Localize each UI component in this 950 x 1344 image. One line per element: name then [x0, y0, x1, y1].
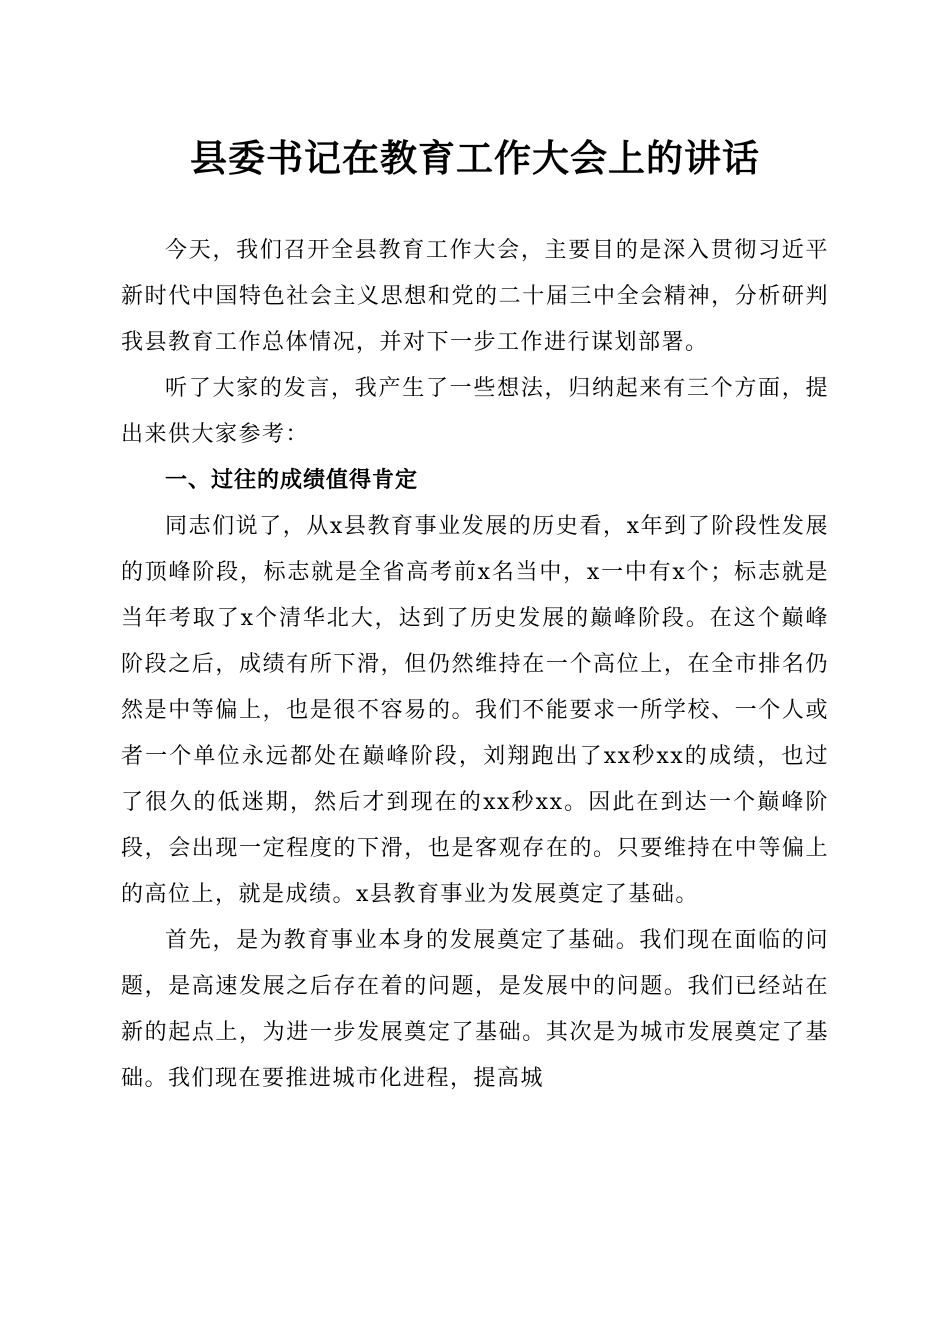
body-paragraph: 今天，我们召开全县教育工作大会，主要目的是深入贯彻习近平新时代中国特色社会主义思想和党的二十届三中全会精神，分析研判我县教育工作总体情况，并对下一步工作进行谋划部署。 — [121, 238, 829, 355]
section-heading: 一、过往的成绩值得肯定 — [165, 468, 419, 493]
document-title: 县委书记在教育工作大会上的讲话 — [190, 136, 760, 180]
body-paragraph: 首先，是为教育事业本身的发展奠定了基础。我们现在面临的问题，是高速发展之后存在着的问题，是发展中的问题。我们已经站在新的起点上，为进一步发展奠定了基础。其次是为城市发展奠定了基础。我们现在要推进城市化进程，提高城 — [121, 928, 829, 1091]
body-paragraph: 同志们说了，从x县教育事业发展的历史看，x年到了阶段性发展的顶峰阶段，标志就是全省高考前x名当中，x一中有x个；标志就是当年考取了x个清华北大，达到了历史发展的巅峰阶段。在这个巅峰阶段之后，成绩有所下滑，但仍然维持在一个高位上，在全市排名仍然是中等偏上，也是很不容易的。我们不能要求一所学校、一个人或者一个单位永远都处在巅峰阶段，刘翔跑出了xx秒xx的成绩，也过了很久的低迷期，然后才到现在的xx秒xx。因此在到达一个巅峰阶段，会出现一定程度的下滑，也是客观存在的。只要维持在中等偏上的高位上，就是成绩。x县教育事业为发展奠定了基础。 — [121, 514, 829, 907]
body-paragraph: 听了大家的发言，我产生了一些想法，归纳起来有三个方面，提出来供大家参考： — [121, 376, 829, 447]
document-body — [121, 228, 829, 1102]
